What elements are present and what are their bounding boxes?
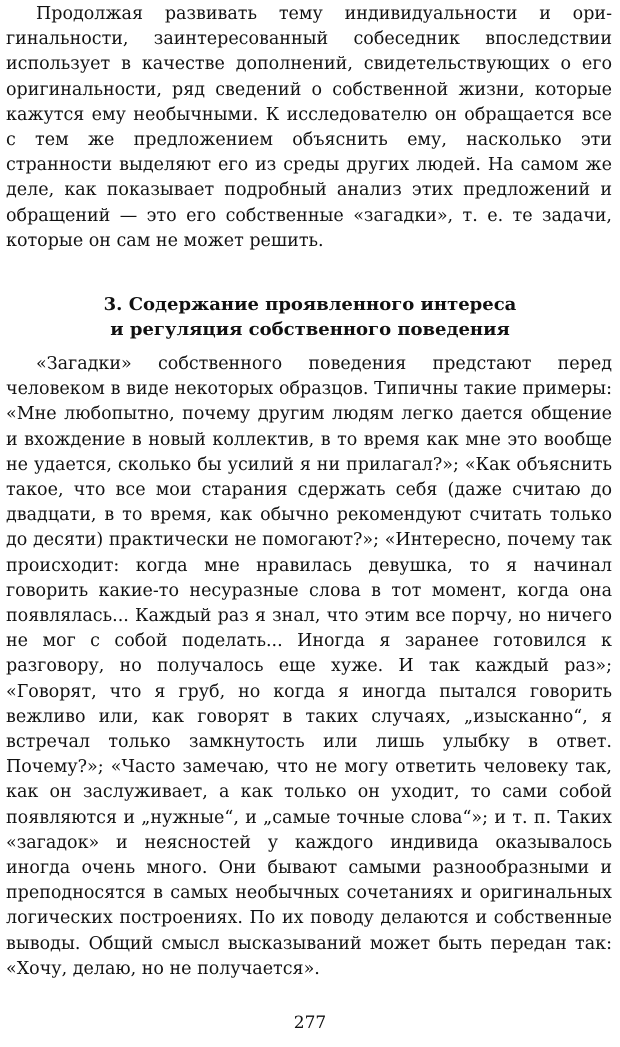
section-heading-line-1: 3. Содержание проявленного интереса xyxy=(103,294,517,315)
section-heading xyxy=(0,292,620,342)
section-heading-line-2: и регуляция собственного поведения xyxy=(110,319,510,340)
paragraph-riddles xyxy=(6,352,612,982)
page-number: 277 xyxy=(293,1013,327,1033)
paragraph-text: Продолжая развивать тему индивидуальности и оригинальности, заинтересованный собеседник впоследствии использует в качестве дополнений, свидетельствующих о его оригинальности, ряд сведений о собственной жизни, которые кажутся ему необычными. К исследователю он обращается все с тем же предложением объяснить ему, насколько эти странности выделяют его из среды других людей. На самом же деле, как показывает подробный анализ этих предложений и обращений — это его собственные «загадки», т. е. те задачи, которые он сам не может решить. xyxy=(6,4,612,251)
paragraph-individuality xyxy=(6,2,612,254)
paragraph-text: «Загадки» собственного поведения предстают перед человеком в виде некоторых образцов. Типичны такие примеры: «Мне любопытно, почему другим людям легко дается общение и вхождение в новый коллектив, в то время как мне это вообще не удается, сколько бы усилий я ни прилагал?»; «Как объяснить такое, что все мои старания сдержать себя (даже считаю до двадцати, в то время, как обычно рекомендуют считать только до десяти) практически не помогают?»; «Интересно, почему так происходит: когда мне нравилась девушка, то я начинал говорить какие-то несуразные слова в тот момент, когда она появлялась... Каждый раз я знал, что этим все порчу, но ничего не мог с собой поделать... Иногда я заранее готовился к разговору, но получалось еще хуже. И так каждый раз»; «Говорят, что я груб, но когда я иногда пытался говорить вежливо или, как говорят в таких случаях, „изысканно“, я встречал только замкнутость или лишь улыбку в ответ. Почему?»; «Часто замечаю, что не могу ответить человеку так, как он заслуживает, а как только он уходит, то сами собой появляются и „нужные“, и „самые точные слова“»; и т. п. Таких «загадок» и неясностей у каждого индивида оказывалось иногда очень много. Они бывают самыми разнообразными и преподносятся в самых необычных сочетаниях и оригинальных логических построениях. По их поводу делаются и собственные выводы. Общий смысл высказываний может быть передан так: «Хочу, делаю, но не получается». xyxy=(6,354,612,979)
